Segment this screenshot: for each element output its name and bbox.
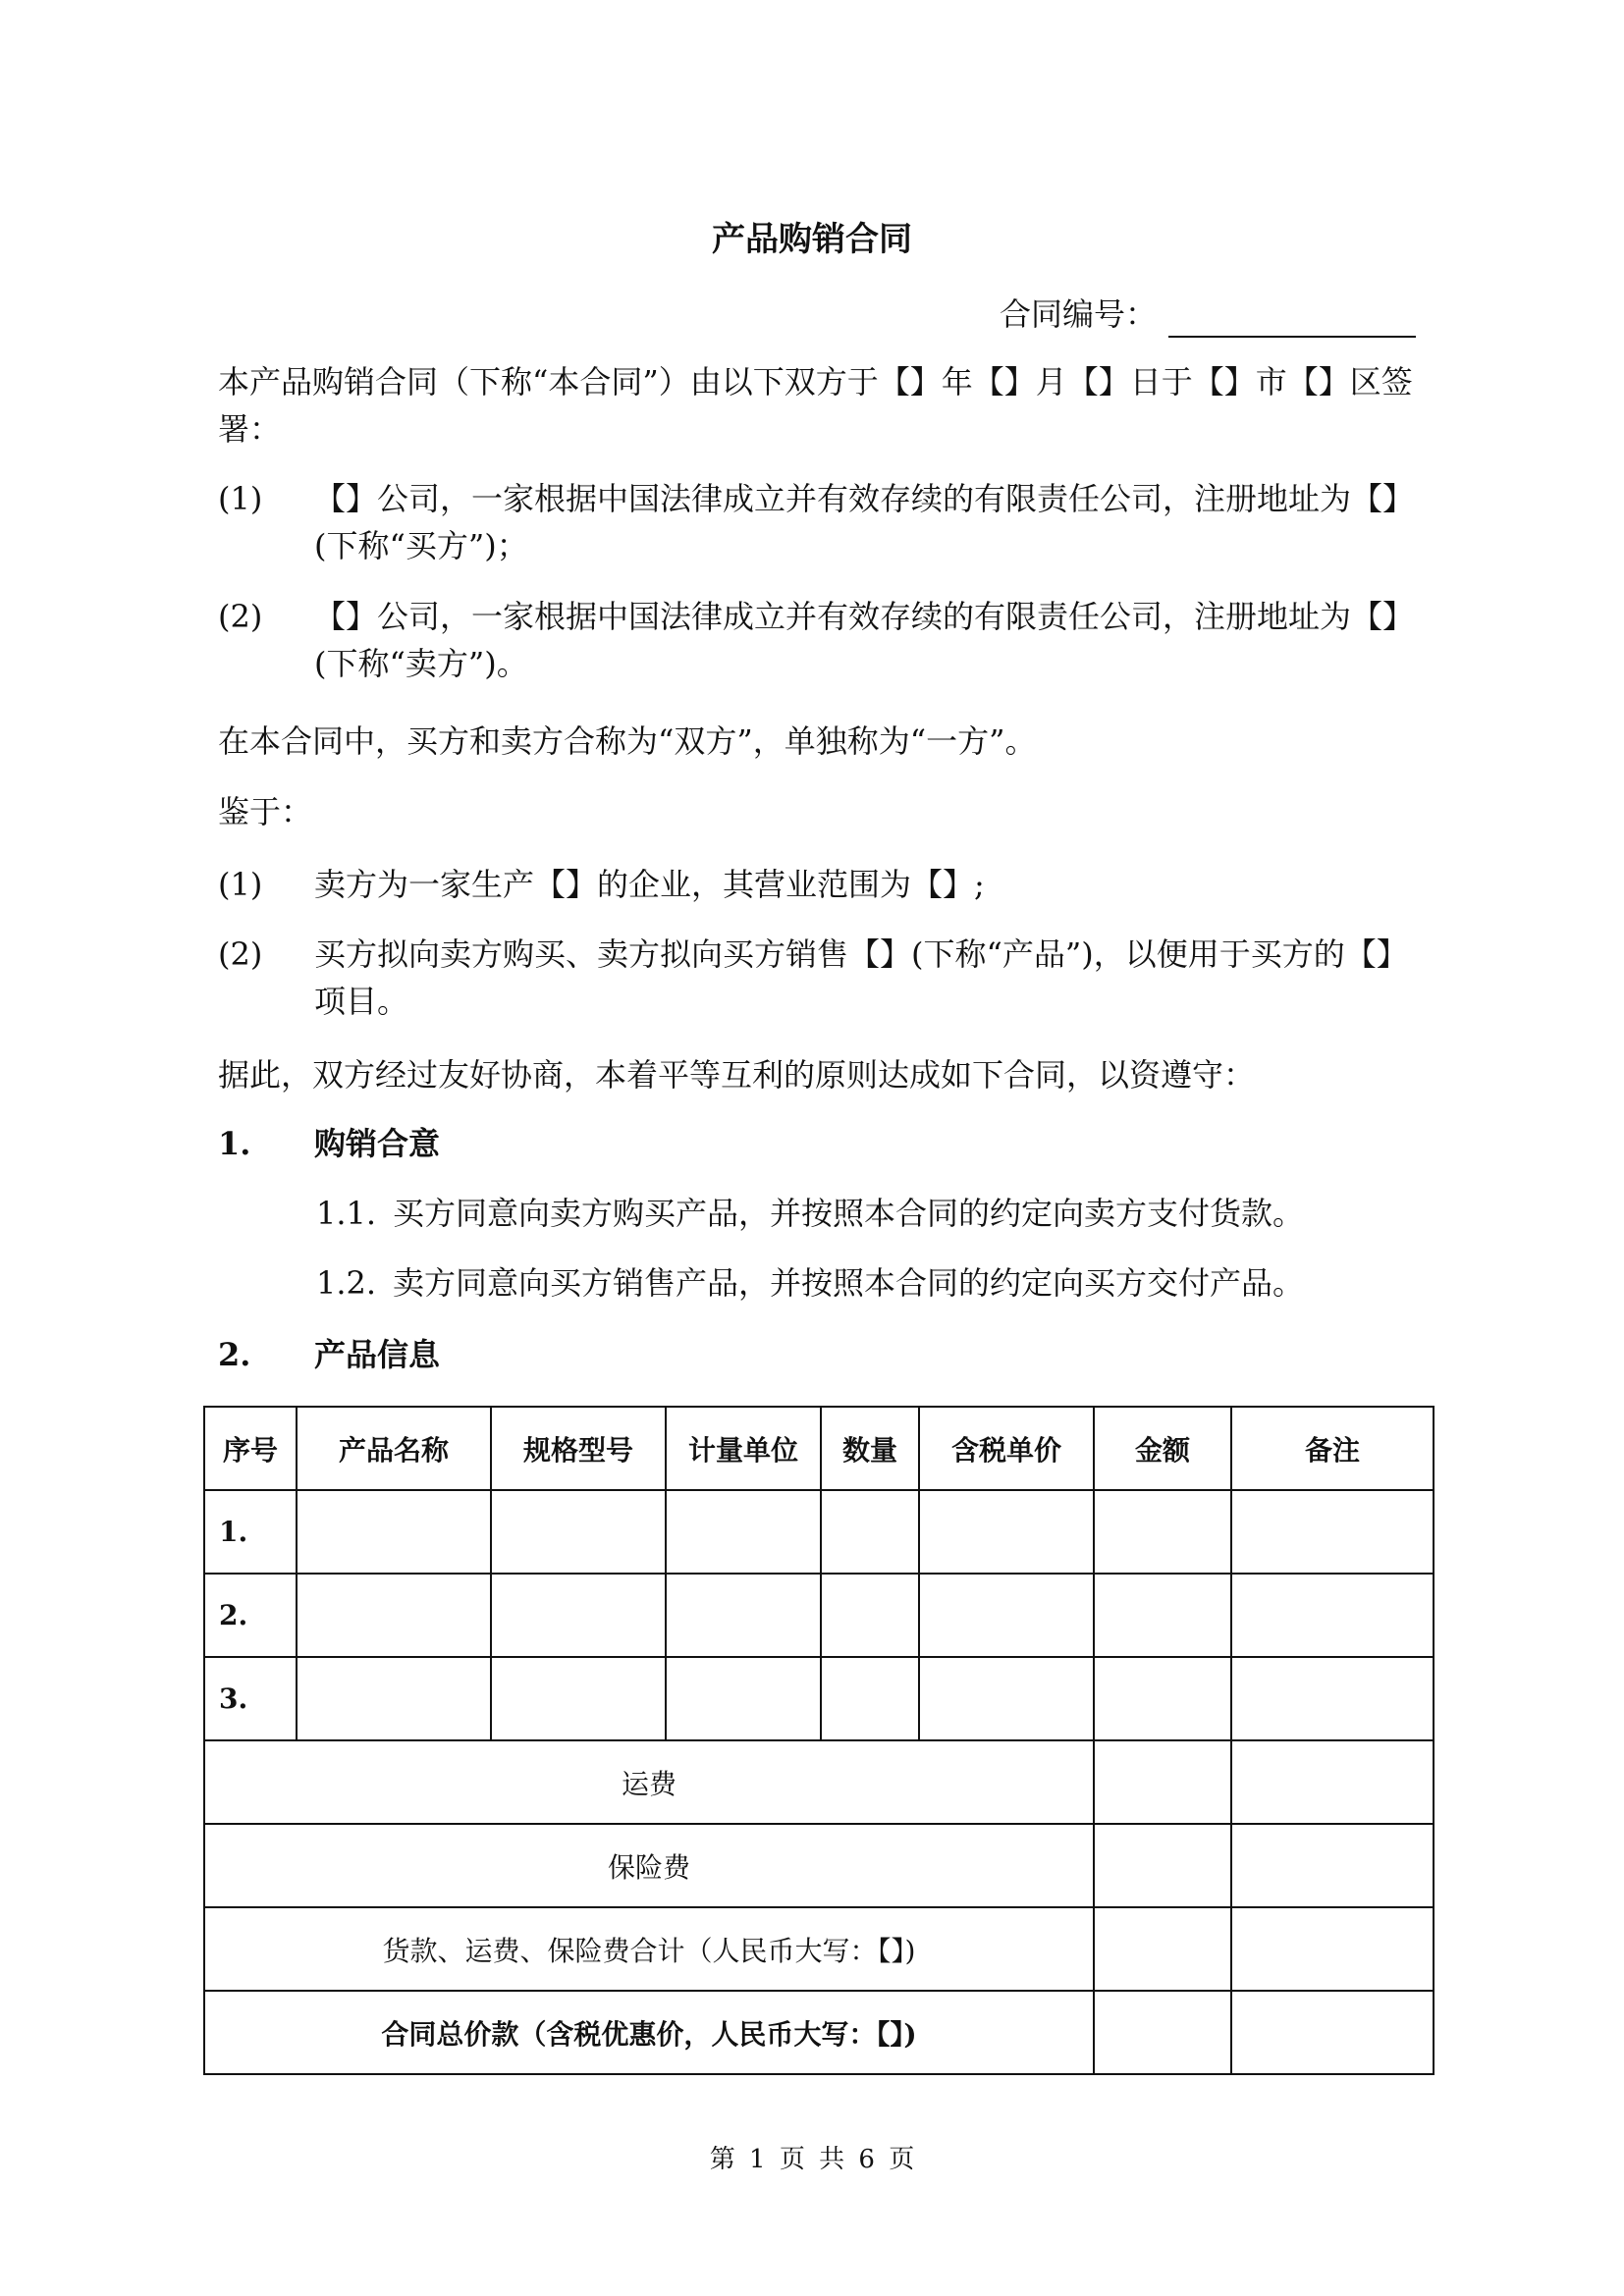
recital-number: (2): [218, 935, 263, 973]
table-cell[interactable]: [1231, 1907, 1434, 1991]
recital-number: (1): [218, 866, 263, 903]
table-cell[interactable]: [666, 1574, 821, 1657]
header-cell: 序号: [204, 1407, 297, 1490]
table-cell[interactable]: [666, 1657, 821, 1740]
header-cell: 金额: [1094, 1407, 1231, 1490]
collective-definition: 在本合同中，买方和卖方合称为“双方”，单独称为“一方”。: [218, 722, 1037, 760]
header-cell: 计量单位: [666, 1407, 821, 1490]
party-seller: [218, 593, 1418, 687]
table-cell[interactable]: [1231, 1991, 1434, 2074]
summary-label: 运费: [204, 1740, 1094, 1824]
section-heading: [218, 1120, 440, 1167]
header-cell: 产品名称: [297, 1407, 491, 1490]
clause-text: 买方同意向卖方购买产品，并按照本合同的约定向卖方支付货款。: [393, 1195, 1305, 1232]
table-cell[interactable]: [1094, 1991, 1231, 2074]
contract-number-blank: [1168, 302, 1416, 338]
row-index: 1.: [204, 1490, 297, 1574]
header-cell: 规格型号: [491, 1407, 666, 1490]
clause-number: 1.1.: [316, 1195, 377, 1232]
party-number: (2): [218, 598, 263, 635]
table-cell[interactable]: [491, 1657, 666, 1740]
table-cell[interactable]: [491, 1490, 666, 1574]
section-number: 2.: [218, 1336, 251, 1373]
product-table: [203, 1406, 1435, 2075]
table-cell[interactable]: [1094, 1490, 1231, 1574]
table-cell[interactable]: [297, 1657, 491, 1740]
contract-number: [1000, 291, 1416, 338]
summary-label: 合同总价款（含税优惠价，人民币大写：【】): [204, 1991, 1094, 2074]
section-heading: [218, 1331, 440, 1378]
table-cell[interactable]: [919, 1574, 1094, 1657]
table-cell[interactable]: [1094, 1907, 1231, 1991]
section-title: 产品信息: [314, 1336, 441, 1373]
recital-text: 买方拟向卖方购买、卖方拟向买方销售【】(下称“产品”)，以便用于买方的【】项目。: [314, 935, 1408, 1020]
recital-text: 卖方为一家生产【】的企业，其营业范围为【】;: [314, 866, 985, 903]
agreement-paragraph: 据此，双方经过友好协商，本着平等互利的原则达成如下合同，以资遵守：: [218, 1056, 1256, 1094]
page-footer: 第 1 页 共 6 页: [709, 2145, 915, 2174]
row-index: 3.: [204, 1657, 297, 1740]
header-cell: 备注: [1231, 1407, 1434, 1490]
party-text: 【】公司，一家根据中国法律成立并有效存续的有限责任公司，注册地址为【】(下称“卖方”)。: [314, 598, 1415, 682]
table-cell[interactable]: [1231, 1574, 1434, 1657]
recital-1: [218, 861, 1418, 908]
document-title: 产品购销合同: [712, 220, 912, 259]
table-cell[interactable]: [1094, 1740, 1231, 1824]
party-text: 【】公司，一家根据中国法律成立并有效存续的有限责任公司，注册地址为【】(下称“买方”)；: [314, 480, 1415, 564]
table-row: [204, 1574, 1434, 1657]
section-number: 1.: [218, 1125, 251, 1162]
section-title: 购销合意: [314, 1125, 441, 1162]
table-cell[interactable]: [297, 1574, 491, 1657]
table-row: [204, 1657, 1434, 1740]
clause: [316, 1190, 1304, 1237]
table-cell[interactable]: [821, 1657, 919, 1740]
table-cell[interactable]: [1231, 1740, 1434, 1824]
table-cell[interactable]: [821, 1574, 919, 1657]
table-row: [204, 1490, 1434, 1574]
party-buyer: [218, 475, 1418, 569]
contract-number-label: 合同编号：: [999, 295, 1157, 333]
table-cell[interactable]: [1231, 1490, 1434, 1574]
summary-label: 保险费: [204, 1824, 1094, 1907]
party-number: (1): [218, 480, 263, 517]
table-cell[interactable]: [1094, 1657, 1231, 1740]
table-header-row: [204, 1407, 1434, 1490]
whereas-heading: 鉴于：: [218, 793, 313, 830]
summary-row-freight: [204, 1740, 1434, 1824]
summary-row-subtotal: [204, 1907, 1434, 1991]
clause: [316, 1259, 1304, 1307]
table-cell[interactable]: [1231, 1824, 1434, 1907]
row-index: 2.: [204, 1574, 297, 1657]
header-cell: 含税单价: [919, 1407, 1094, 1490]
table-cell[interactable]: [1231, 1657, 1434, 1740]
table-cell[interactable]: [821, 1490, 919, 1574]
table-cell[interactable]: [1094, 1824, 1231, 1907]
recital-2: [218, 931, 1418, 1025]
clause-number: 1.2.: [316, 1264, 377, 1302]
table-cell[interactable]: [666, 1490, 821, 1574]
summary-row-insurance: [204, 1824, 1434, 1907]
table-cell[interactable]: [919, 1657, 1094, 1740]
summary-label: 货款、运费、保险费合计（人民币大写：【】): [204, 1907, 1094, 1991]
summary-row-total: [204, 1991, 1434, 2074]
table-cell[interactable]: [1094, 1574, 1231, 1657]
table-cell[interactable]: [919, 1490, 1094, 1574]
table-cell[interactable]: [297, 1490, 491, 1574]
intro-paragraph: 本产品购销合同（下称“本合同”）由以下双方于【】年【】月【】日于【】市【】区签署：: [218, 363, 1413, 448]
header-cell: 数量: [821, 1407, 919, 1490]
clause-text: 卖方同意向买方销售产品，并按照本合同的约定向买方交付产品。: [393, 1264, 1305, 1302]
table-cell[interactable]: [491, 1574, 666, 1657]
